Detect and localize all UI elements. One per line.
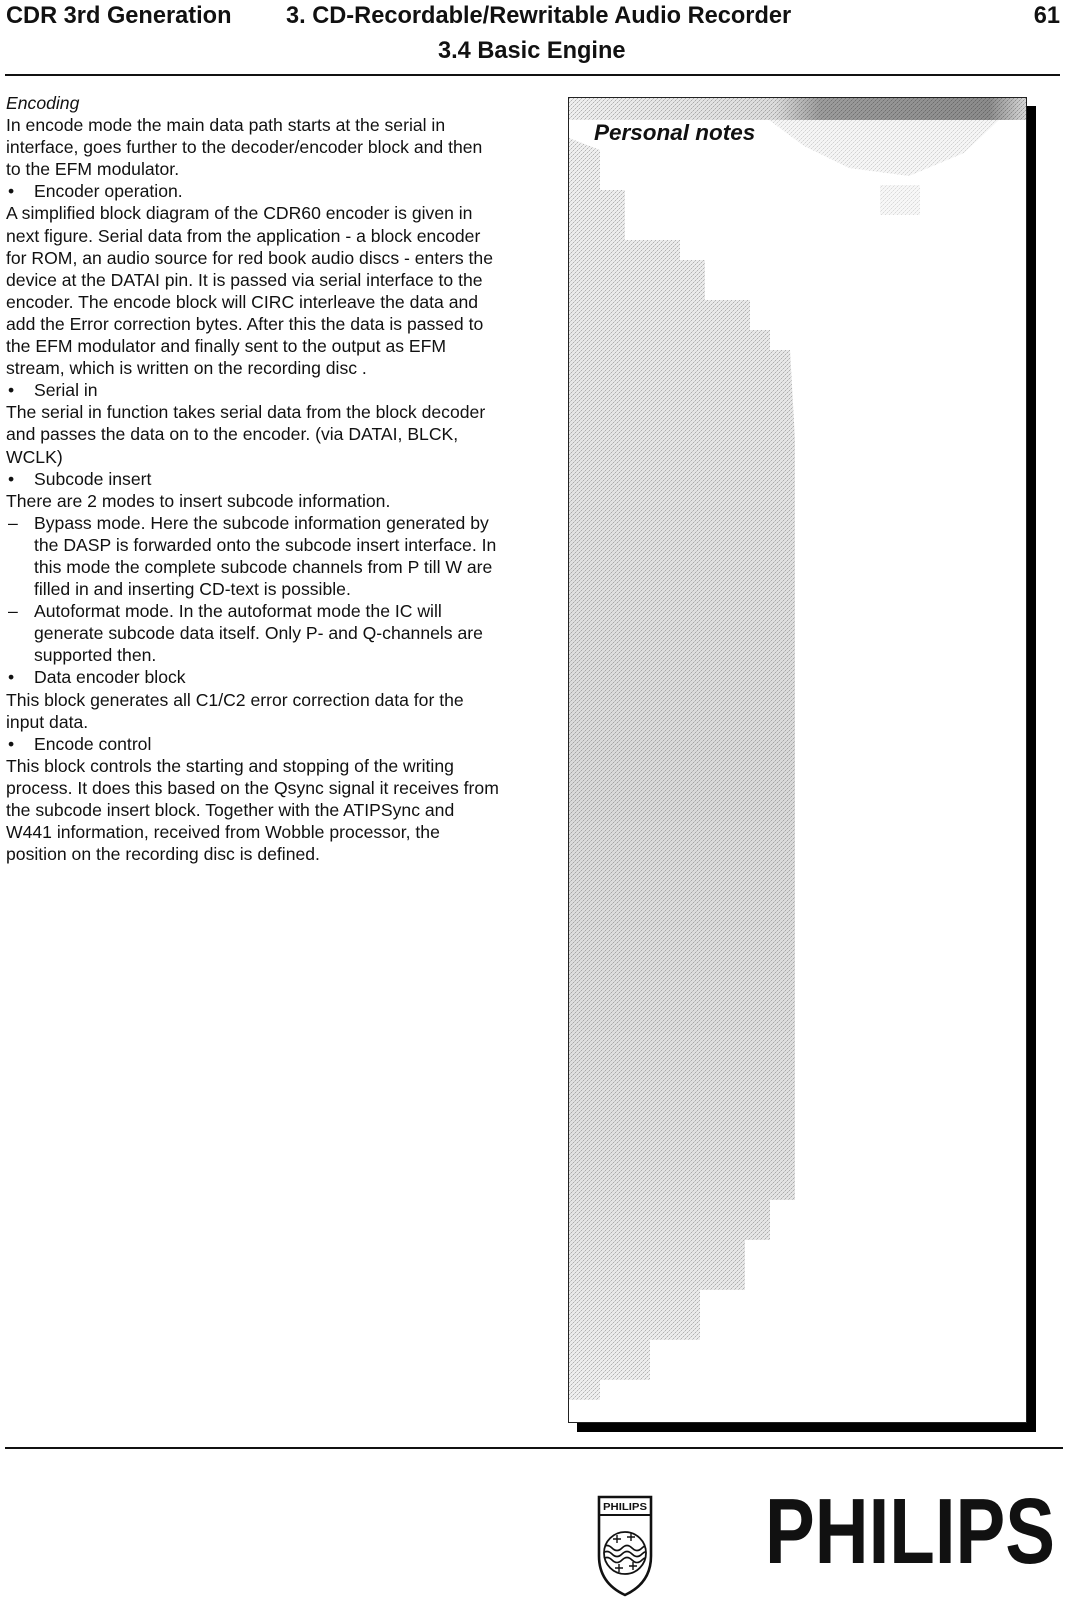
paragraph-line [6,777,546,799]
line-text: to the EFM modulator. [6,159,180,180]
line-text: Encode control [34,733,152,754]
paragraph-line [6,490,546,512]
line-text: W441 information, received from Wobble processor, the [6,822,440,843]
line-text: add the Error correction bytes. After this the data is passed to [6,313,484,334]
list-marker: • [8,667,15,688]
paragraph-line [6,711,546,733]
list-item-line [6,180,546,202]
paragraph-line [6,446,546,468]
line-text: for ROM, an audio source for red book audio discs - enters the [6,247,494,268]
line-text: There are 2 modes to insert subcode information. [6,490,391,511]
philips-wordmark-logo [762,1490,1060,1570]
line-text: this mode the complete subcode channels from P till W are [34,556,493,577]
chapter-title: 3. CD-Recordable/Rewritable Audio Recorder [286,3,792,29]
line-text: Autoformat mode. In the autoformat mode the IC will [34,601,442,622]
notes-top-band-shade [569,98,1026,120]
philips-shield-logo [596,1494,654,1598]
paragraph-line [6,843,546,865]
line-text: Encoder operation. [34,181,183,202]
list-item-line [6,379,546,401]
wordmark-lettering: PHILIPS [765,1490,1055,1570]
line-text: supported then. [34,645,157,666]
body-text-column [6,92,546,865]
list-marker: • [8,380,15,401]
line-text: position on the recording disc is defined. [6,844,320,865]
list-item-line [6,733,546,755]
notes-grey-fade [769,120,999,176]
paragraph-line [6,269,546,291]
paragraph-line [6,158,546,180]
paragraph-line [6,689,546,711]
footer-rule [5,1447,1063,1449]
line-text: encoder. The encode block will CIRC interleave the data and [6,291,479,312]
notes-grey-spot [880,185,920,215]
section-title: 3.4 Basic Engine [438,38,626,64]
subsection-heading: Encoding [6,93,80,113]
list-item-line [6,534,546,556]
shield-lettering: PHILIPS [603,1502,648,1513]
paragraph-line [6,114,546,136]
list-marker: • [8,181,15,202]
line-text: and passes the data on to the encoder. (via DATAI, BLCK, [6,424,459,445]
list-item-line [6,468,546,490]
paragraph-line [6,247,546,269]
line-text: interface, goes further to the decoder/encoder block and then [6,137,483,158]
line-text: Serial in [34,380,98,401]
document-title: CDR 3rd Generation [6,3,232,29]
paragraph-line [6,401,546,423]
line-text: process. It does this based on the Qsync signal it receives from [6,777,499,798]
line-text: WCLK) [6,446,63,467]
list-marker: • [8,733,15,754]
line-text: the DASP is forwarded onto the subcode insert interface. In [34,534,497,555]
list-marker: • [8,468,15,489]
line-text: The serial in function takes serial data from the block decoder [6,402,486,423]
list-item-line [6,556,546,578]
list-marker: – [8,601,18,622]
paragraph-line [6,357,546,379]
list-item-line [6,666,546,688]
line-text: This block generates all C1/C2 error correction data for the [6,689,464,710]
page-number: 61 [1033,3,1060,29]
line-text: the EFM modulator and finally sent to the output as EFM [6,336,447,357]
paragraph-line [6,313,546,335]
header-rule [5,74,1060,76]
list-item-line [6,578,546,600]
line-text: next figure. Serial data from the application - a block encoder [6,225,481,246]
line-text: device at the DATAI pin. It is passed via serial interface to the [6,269,483,290]
line-text: input data. [6,711,89,732]
paragraph-line [6,423,546,445]
paragraph-line [6,335,546,357]
line-text: generate subcode data itself. Only P- and Q-channels are [34,623,483,644]
list-item-line [6,622,546,644]
paragraph-line [6,799,546,821]
list-item-line [6,600,546,622]
line-text: Data encoder block [34,667,186,688]
paragraph-line [6,225,546,247]
line-text: Bypass mode. Here the subcode information generated by [34,512,489,533]
personal-notes-title: Personal notes [594,120,756,145]
line-text: Subcode insert [34,468,152,489]
line-text: In encode mode the main data path starts at the serial in [6,115,446,136]
line-text: stream, which is written on the recording disc . [6,358,367,379]
line-text: A simplified block diagram of the CDR60 encoder is given in [6,203,473,224]
line-text: the subcode insert block. Together with the ATIPSync and [6,800,455,820]
personal-notes-box [568,97,1027,1423]
line-text: filled in and inserting CD-text is possible. [34,579,351,600]
notes-shading [569,98,1026,1422]
list-item-line [6,512,546,534]
list-marker: – [8,512,18,533]
paragraph-line [6,136,546,158]
paragraph-line [6,202,546,224]
notes-grey-area-shade [569,138,795,1400]
line-text: This block controls the starting and stopping of the writing [6,755,454,776]
paragraph-line [6,291,546,313]
list-item-line [6,644,546,666]
paragraph-line [6,755,546,777]
paragraph-line [6,821,546,843]
